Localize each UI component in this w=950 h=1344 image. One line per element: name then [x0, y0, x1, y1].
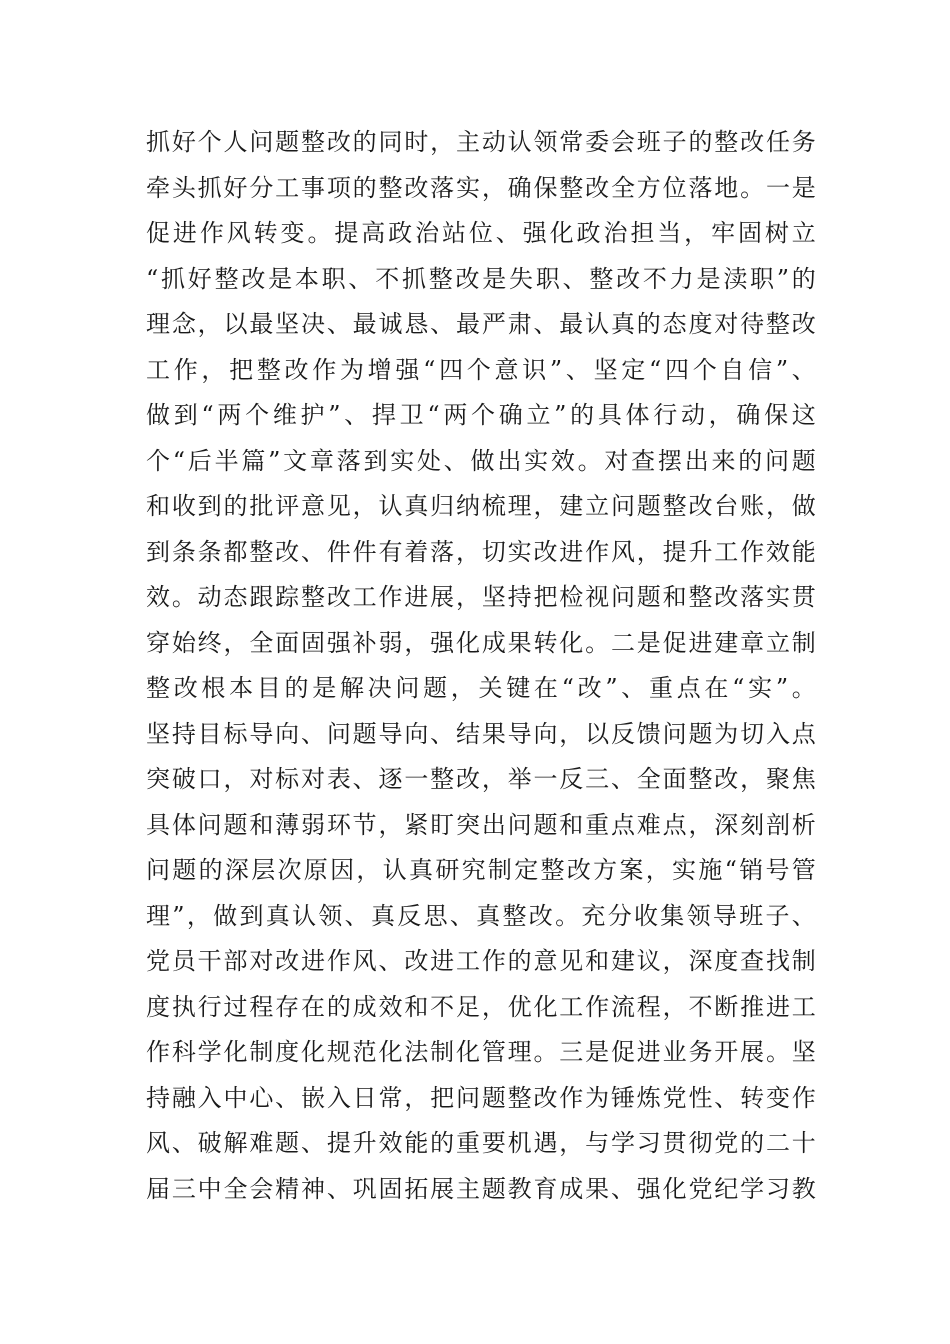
text-line: 个“后半篇”文章落到实处、做出实效。对查摆出来的问题 — [146, 446, 816, 475]
text-line: 整改根本目的是解决问题，关键在“改”、重点在“实”。 — [146, 674, 816, 702]
text-line: 风、破解难题、提升效能的重要机遇，与学习贯彻党的二十 — [146, 1129, 816, 1157]
text-line: 穿始终，全面固强补弱，强化成果转化。二是促进建章立制 — [146, 628, 816, 657]
text-line: 抓好个人问题整改的同时，主动认领常委会班子的整改任务 — [146, 128, 816, 156]
text-line: 持融入中心、嵌入日常，把问题整改作为锤炼党性、转变作 — [146, 1083, 816, 1112]
text-line: 做到“两个维护”、捍卫“两个确立”的具体行动，确保这 — [146, 401, 816, 429]
text-line: 促进作风转变。提高政治站位、强化政治担当，牢固树立 — [146, 219, 816, 247]
text-line: 党员干部对改进作风、改进工作的意见和建议，深度查找制 — [146, 947, 816, 975]
text-line: 工作，把整改作为增强“四个意识”、坚定“四个自信”、 — [146, 355, 816, 384]
text-line: 牵头抓好分工事项的整改落实，确保整改全方位落地。一是 — [146, 173, 816, 202]
text-line: 效。动态跟踪整改工作进展，坚持把检视问题和整改落实贯 — [146, 583, 816, 611]
text-line: 届三中全会精神、巩固拓展主题教育成果、强化党纪学习教 — [146, 1174, 816, 1203]
text-line: “抓好整改是本职、不抓整改是失职、整改不力是渎职”的 — [146, 264, 816, 293]
text-line: 具体问题和薄弱环节，紧盯突出问题和重点难点，深刻剖析 — [146, 810, 816, 839]
text-line: 问题的深层次原因，认真研究制定整改方案，实施“销号管 — [146, 856, 816, 884]
text-line: 到条条都整改、件件有着落，切实改进作风，提升工作效能 — [146, 537, 816, 566]
text-line: 作科学化制度化规范化法制化管理。三是促进业务开展。坚 — [146, 1038, 816, 1066]
text-line: 理念，以最坚决、最诚恳、最严肃、最认真的态度对待整改 — [146, 310, 816, 338]
text-line: 坚持目标导向、问题导向、结果导向，以反馈问题为切入点 — [146, 719, 816, 748]
text-line: 和收到的批评意见，认真归纳梳理，建立问题整改台账，做 — [146, 492, 816, 520]
text-line: 突破口，对标对表、逐一整改，举一反三、全面整改，聚焦 — [146, 765, 816, 793]
text-line: 理”，做到真认领、真反思、真整改。充分收集领导班子、 — [146, 901, 816, 930]
body-text — [146, 120, 816, 1212]
text-line: 度执行过程存在的成效和不足，优化工作流程，不断推进工 — [146, 992, 816, 1021]
